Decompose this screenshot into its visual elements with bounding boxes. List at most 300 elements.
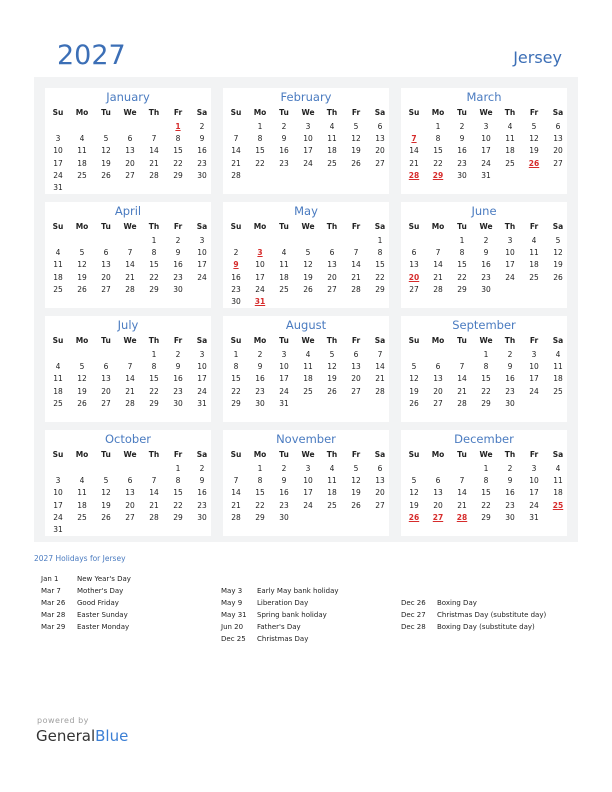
day-cell: 17 [303,146,313,156]
day-cell: 17 [197,260,207,270]
day-cell: 7 [127,248,133,258]
day-cell: 26 [327,386,337,396]
day-cell: 5 [411,476,417,486]
day-cell: 7 [127,362,133,372]
day-cell: 14 [351,260,361,270]
day-cell: 2 [199,464,205,473]
holiday-name: Boxing Day (substitute day) [437,623,535,631]
day-cell: 30 [173,398,183,408]
day-cell: 29 [149,398,159,408]
day-cell: 7 [459,476,465,486]
day-cell: 5 [531,122,537,131]
day-cell: 27 [101,284,111,294]
day-cell: 29 [375,284,385,294]
holiday-date: Mar 28 [41,611,66,619]
holiday-date: Mar 26 [41,599,66,607]
day-cell: 1 [257,122,263,131]
day-cell: 18 [327,146,337,156]
day-cell: 18 [77,158,87,168]
day-cell: 11 [279,260,289,270]
day-cell: 30 [231,297,241,306]
day-cell: 16 [279,146,289,156]
weekday-header: Mo [75,450,89,459]
holiday-day-cell: 27 [432,512,444,522]
day-cell: 17 [255,272,265,282]
day-cell: 2 [483,236,489,245]
day-cell: 10 [481,134,491,144]
day-cell: 22 [433,158,443,168]
day-cell: 15 [173,488,183,498]
weekday-header: Th [148,450,160,459]
day-cell: 20 [101,386,111,396]
day-cell: 26 [351,158,361,168]
day-cell: 4 [329,122,335,131]
holiday-name: Easter Monday [77,623,130,631]
day-cell: 23 [279,158,289,168]
month-name: October [104,432,152,446]
weekday-header: Tu [457,336,467,345]
weekday-header: We [301,336,315,345]
day-cell: 8 [483,476,489,486]
day-cell: 17 [279,374,289,384]
holiday-date: Dec 26 [401,599,426,607]
day-cell: 14 [149,488,159,498]
weekday-header: Mo [75,336,89,345]
day-cell: 5 [305,248,311,258]
day-cell: 18 [505,146,515,156]
holiday-date: May 9 [221,599,243,607]
weekday-header: Su [408,450,420,459]
day-cell: 14 [375,362,385,372]
weekday-header: We [479,222,493,231]
weekday-header: Fr [351,108,361,117]
day-cell: 25 [53,284,63,294]
day-cell: 15 [231,374,241,384]
weekday-header: We [123,222,137,231]
weekday-header: Sa [552,336,564,345]
day-cell: 23 [279,500,289,510]
day-cell: 28 [149,170,159,180]
day-cell: 6 [103,248,109,258]
day-cell: 18 [53,272,63,282]
day-cell: 24 [505,272,515,282]
holiday-date: Dec 25 [221,635,246,643]
weekday-header: Th [326,450,338,459]
weekday-header: Fr [173,336,183,345]
holiday-day-cell: 9 [233,260,239,270]
day-cell: 8 [483,362,489,372]
day-cell: 12 [409,488,419,498]
logo-blue: Blue [95,727,129,745]
weekday-header: Tu [279,450,289,459]
day-cell: 10 [303,134,313,144]
day-cell: 4 [79,476,85,486]
day-cell: 27 [125,512,135,522]
weekday-header: Mo [431,222,445,231]
day-cell: 15 [149,260,159,270]
day-cell: 14 [457,374,467,384]
day-cell: 13 [125,488,135,498]
weekday-header: Tu [279,222,289,231]
day-cell: 4 [55,362,61,372]
day-cell: 3 [305,464,311,473]
day-cell: 22 [231,386,241,396]
day-cell: 9 [507,476,513,486]
day-cell: 16 [457,146,467,156]
day-cell: 9 [175,362,181,372]
day-cell: 10 [529,362,539,372]
weekday-header: Sa [196,222,208,231]
day-cell: 27 [375,158,385,168]
holiday-date: Dec 28 [401,623,426,631]
weekday-header: Sa [196,450,208,459]
day-cell: 11 [53,260,63,270]
day-cell: 6 [127,476,133,486]
day-cell: 16 [173,260,183,270]
day-cell: 5 [353,464,359,473]
day-cell: 8 [151,362,157,372]
weekday-header: Mo [75,108,89,117]
day-cell: 24 [255,284,265,294]
day-cell: 5 [555,236,561,245]
day-cell: 16 [173,374,183,384]
holiday-day-cell: 26 [528,158,540,168]
day-cell: 6 [377,464,383,473]
day-cell: 11 [327,134,337,144]
month-name: May [294,204,318,218]
day-cell: 15 [149,374,159,384]
day-cell: 4 [79,134,85,144]
day-cell: 31 [53,183,63,192]
day-cell: 23 [197,500,207,510]
day-cell: 28 [125,398,135,408]
day-cell: 22 [255,500,265,510]
day-cell: 30 [505,398,515,408]
day-cell: 14 [149,146,159,156]
weekday-header: Sa [552,450,564,459]
day-cell: 12 [529,134,539,144]
day-cell: 11 [53,374,63,384]
holiday-name: Father's Day [257,623,301,631]
weekday-header: Fr [351,222,361,231]
day-cell: 20 [351,374,361,384]
day-cell: 21 [149,158,159,168]
day-cell: 1 [377,236,383,245]
day-cell: 22 [173,500,183,510]
weekday-header: Th [504,336,516,345]
day-cell: 20 [553,146,563,156]
day-cell: 4 [555,464,561,473]
day-cell: 5 [353,122,359,131]
month-name: July [117,318,139,332]
day-cell: 14 [457,488,467,498]
month-december [401,430,567,536]
day-cell: 17 [53,158,63,168]
day-cell: 7 [377,350,383,359]
holiday-day-cell: 1 [175,122,181,131]
weekday-header: Mo [253,108,267,117]
weekday-header: Su [52,108,64,117]
day-cell: 14 [231,488,241,498]
day-cell: 21 [149,500,159,510]
day-cell: 12 [77,260,87,270]
day-cell: 5 [411,362,417,372]
month-august [223,316,389,422]
day-cell: 10 [279,362,289,372]
day-cell: 10 [197,362,207,372]
day-cell: 21 [231,500,241,510]
holiday-name: Liberation Day [257,599,309,607]
day-cell: 8 [175,134,181,144]
day-cell: 26 [77,398,87,408]
day-cell: 8 [233,362,239,372]
day-cell: 9 [483,248,489,258]
holiday-name: Spring bank holiday [257,611,327,619]
day-cell: 22 [481,500,491,510]
holiday-date: May 3 [221,587,243,595]
day-cell: 16 [231,272,241,282]
day-cell: 19 [101,500,111,510]
day-cell: 19 [553,260,563,270]
weekday-header: We [123,108,137,117]
day-cell: 24 [53,512,63,522]
day-cell: 28 [457,398,467,408]
day-cell: 1 [483,464,489,473]
weekday-header: Th [148,108,160,117]
day-cell: 8 [377,248,383,258]
day-cell: 19 [529,146,539,156]
day-cell: 25 [327,158,337,168]
day-cell: 20 [375,146,385,156]
weekday-header: We [123,336,137,345]
day-cell: 12 [351,134,361,144]
weekday-header: Su [52,450,64,459]
day-cell: 21 [125,272,135,282]
weekday-header: Tu [279,336,289,345]
day-cell: 27 [351,386,361,396]
weekday-header: Mo [253,450,267,459]
day-cell: 11 [553,362,563,372]
holiday-name: Christmas Day (substitute day) [437,611,547,619]
day-cell: 8 [459,248,465,258]
day-cell: 28 [433,284,443,294]
day-cell: 9 [281,476,287,486]
holiday-date: Jun 20 [221,623,244,631]
day-cell: 6 [377,122,383,131]
holiday-day-cell: 25 [552,500,564,510]
day-cell: 21 [457,386,467,396]
day-cell: 14 [409,146,419,156]
weekday-header: We [123,450,137,459]
month-february [223,88,389,194]
day-cell: 29 [481,512,491,522]
day-cell: 13 [375,476,385,486]
day-cell: 12 [101,488,111,498]
day-cell: 2 [459,122,465,131]
day-cell: 18 [553,374,563,384]
day-cell: 4 [507,122,513,131]
day-cell: 4 [55,248,61,258]
day-cell: 28 [375,386,385,396]
month-july [45,316,211,422]
day-cell: 13 [101,374,111,384]
day-cell: 25 [327,500,337,510]
day-cell: 21 [125,386,135,396]
weekday-header: Tu [101,222,111,231]
day-cell: 23 [457,158,467,168]
day-cell: 2 [507,464,513,473]
day-cell: 2 [257,350,263,359]
day-cell: 18 [77,500,87,510]
day-cell: 3 [55,476,61,486]
month-name: February [280,90,332,104]
day-cell: 3 [531,350,537,359]
day-cell: 4 [305,350,311,359]
day-cell: 18 [303,374,313,384]
day-cell: 8 [435,134,441,144]
month-name: April [114,204,142,218]
holiday-date: Jan 1 [41,575,59,583]
day-cell: 29 [173,512,183,522]
day-cell: 6 [555,122,561,131]
month-november [223,430,389,536]
weekday-header: Sa [374,450,386,459]
weekday-header: Tu [101,450,111,459]
day-cell: 15 [433,146,443,156]
holiday-name: New Year's Day [77,575,131,583]
generalblue-logo[interactable] [36,727,128,745]
day-cell: 21 [409,158,419,168]
weekday-header: Mo [253,222,267,231]
day-cell: 29 [149,284,159,294]
weekday-header: Sa [552,222,564,231]
holiday-name: Easter Sunday [77,611,128,619]
day-cell: 6 [435,476,441,486]
day-cell: 24 [529,500,539,510]
day-cell: 11 [77,488,87,498]
day-cell: 15 [255,146,265,156]
weekday-header: Su [230,108,242,117]
holiday-day-cell: 26 [408,512,420,522]
day-cell: 25 [77,170,87,180]
day-cell: 13 [351,362,361,372]
month-name: March [466,90,502,104]
day-cell: 27 [409,284,419,294]
day-cell: 2 [233,248,239,258]
day-cell: 30 [173,284,183,294]
weekday-header: Fr [529,450,539,459]
day-cell: 22 [149,272,159,282]
day-cell: 13 [101,260,111,270]
day-cell: 6 [435,362,441,372]
holiday-day-cell: 28 [408,170,420,180]
day-cell: 20 [125,500,135,510]
day-cell: 28 [231,170,241,180]
day-cell: 10 [303,476,313,486]
day-cell: 6 [353,350,359,359]
day-cell: 27 [101,398,111,408]
weekday-header: Sa [374,222,386,231]
day-cell: 13 [433,374,443,384]
weekday-header: Su [408,108,420,117]
day-cell: 18 [53,386,63,396]
day-cell: 8 [257,476,263,486]
day-cell: 27 [553,158,563,168]
holiday-name: Early May bank holiday [257,587,339,595]
day-cell: 18 [529,260,539,270]
weekday-header: Su [230,336,242,345]
weekday-header: Sa [196,108,208,117]
day-cell: 29 [457,284,467,294]
month-name: January [106,90,150,104]
day-cell: 7 [233,476,239,486]
day-cell: 9 [507,362,513,372]
day-cell: 10 [53,146,63,156]
day-cell: 11 [505,134,515,144]
day-cell: 5 [103,476,109,486]
weekday-header: Th [148,336,160,345]
day-cell: 1 [257,464,263,473]
day-cell: 23 [481,272,491,282]
day-cell: 26 [303,284,313,294]
day-cell: 22 [149,386,159,396]
weekday-header: We [479,336,493,345]
day-cell: 24 [303,158,313,168]
weekday-header: We [301,450,315,459]
holiday-name: Mother's Day [77,587,124,595]
month-name: November [276,432,336,446]
weekday-header: Th [148,222,160,231]
weekday-header: We [301,222,315,231]
day-cell: 28 [231,512,241,522]
month-june [401,202,567,308]
day-cell: 1 [233,350,239,359]
day-cell: 11 [327,476,337,486]
day-cell: 14 [433,260,443,270]
month-may [223,202,389,308]
day-cell: 15 [375,260,385,270]
day-cell: 17 [303,488,313,498]
holiday-day-cell: 28 [456,512,468,522]
day-cell: 16 [255,374,265,384]
day-cell: 10 [53,488,63,498]
day-cell: 31 [481,170,491,180]
day-cell: 14 [125,260,135,270]
day-cell: 4 [329,464,335,473]
month-name: December [454,432,514,446]
weekday-header: Th [326,108,338,117]
day-cell: 9 [175,248,181,258]
day-cell: 7 [151,476,157,486]
day-cell: 24 [197,386,207,396]
day-cell: 30 [457,170,467,180]
day-cell: 26 [77,284,87,294]
day-cell: 18 [553,488,563,498]
day-cell: 26 [101,170,111,180]
day-cell: 18 [279,272,289,282]
day-cell: 27 [327,284,337,294]
day-cell: 17 [505,260,515,270]
weekday-header: Su [408,222,420,231]
day-cell: 25 [303,386,313,396]
day-cell: 11 [529,248,539,258]
month-name: August [285,318,327,332]
holiday-date: Dec 27 [401,611,426,619]
weekday-header: Fr [351,450,361,459]
day-cell: 2 [199,122,205,131]
weekday-header: Fr [173,108,183,117]
holiday-day-cell: 7 [411,134,417,144]
